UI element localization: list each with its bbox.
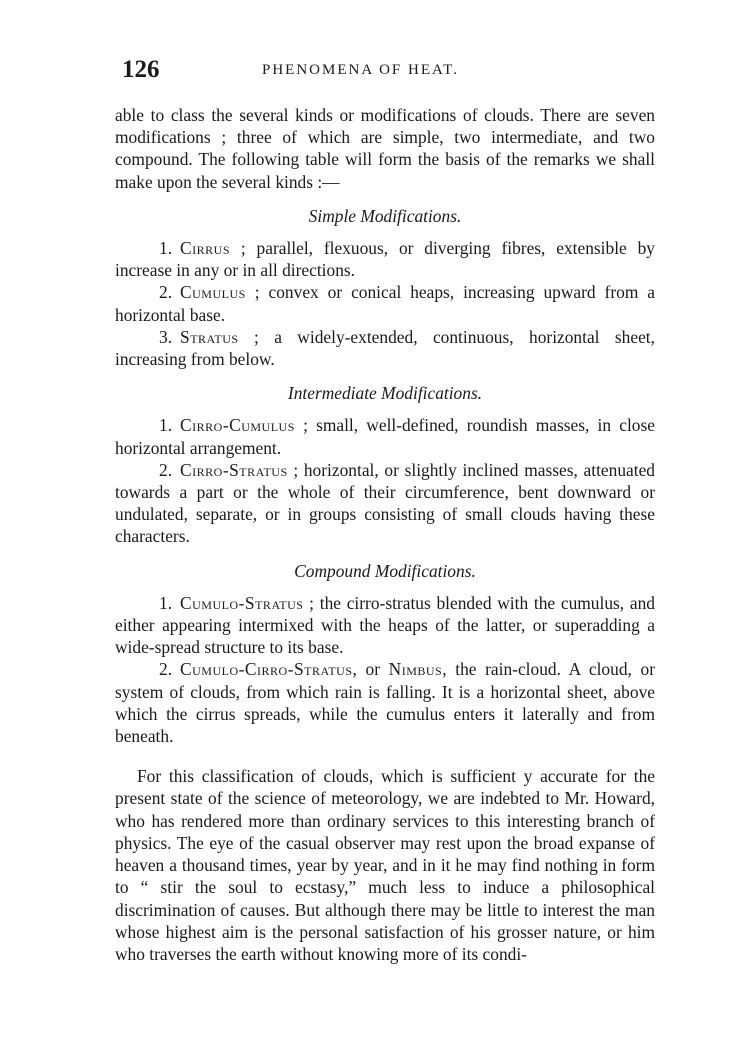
running-title: PHENOMENA OF HEAT. [262,62,459,78]
cloud-term: Cirrus [180,238,230,259]
paragraph-gap [115,747,655,765]
closing-paragraph: For this classification of clouds, which is sufficient y accurate for the present state of the science of meteorology, we are indebted to Mr. Howard, who has rendered more than ordinary services to this interesting branch of physics. The eye of the casual observer may rest upon the broad expanse of heaven a thousand times, year by year, and in it he may find nothing in form to “ stir the soul to ecstasy,” much less to induce a philosophical discrimination of causes. But although there may be little to interest the man whose highest aim is the personal satisfaction of his grosser nature, or him who traverses the earth without knowing more of its condi- [115,766,655,964]
item-text: ; the cirro-stratus blended with the cumulus, and either appearing intermixed with the heaps of the latter, or superadding a wide-spread structure to its base. [115,592,655,658]
page-header [122,56,652,86]
cloud-term: Cumulo-Cirro-Stratus [180,659,353,680]
list-item [115,414,655,458]
item-text: ; a widely-extended, continuous, horizontal sheet, increasing from below. [115,326,655,370]
item-number: 1. [159,415,173,436]
list-item [115,459,655,548]
list-item [115,326,655,370]
item-text: ; horizontal, or slightly inclined masses, attenuated towards a part or the whole of their circumference, bent downward or undulated, separate, or in groups consisting of small clouds having these characters. [115,459,655,547]
list-item [115,237,655,281]
item-text: , the rain-cloud. A cloud, or system of clouds, from which rain is falling. It is a horizontal sheet, above which the cirrus spreads, while the cumulus enters it laterally and from beneath. [115,659,655,747]
cloud-term: Cumulus [180,282,246,303]
cloud-term: Nimbus [388,659,443,680]
item-number: 2. [159,659,173,680]
section-heading: Simple Modifications. [308,205,462,226]
cloud-term: Stratus [180,326,239,347]
cloud-term: Cirro-Stratus [180,459,288,480]
item-text: , or [352,659,389,680]
section-heading: Compound Modifications. [294,560,476,581]
cloud-term: Cirro-Cumulus [180,415,295,436]
cloud-term: Cumulo-Stratus [180,592,304,613]
list-item [115,658,655,747]
item-number: 2. [159,282,173,303]
item-text: ; convex or conical heaps, increasing upward from a horizontal base. [115,282,655,325]
item-number: 1. [159,238,173,259]
list-item [115,592,655,659]
section-heading: Intermediate Modifications. [287,383,483,404]
intro-paragraph: able to class the several kinds or modifications of clouds. There are seven modifications ; three of which are simple, two intermediate, and two compound. The following table will form the basis of the remarks we shall make upon the several kinds :— [115,105,655,192]
section-compound [115,560,655,748]
body-text [115,104,655,965]
list-item [115,281,655,325]
item-number: 2. [159,459,173,480]
item-text: ; parallel, flexuous, or diverging fibres, extensible by increase in any or in all directions. [115,238,655,281]
page-number: 126 [122,56,160,83]
item-text: ; small, well-defined, roundish masses, in close horizontal arrangement. [115,415,655,458]
item-number: 3. [159,326,173,347]
section-simple [115,205,655,370]
item-number: 1. [159,592,173,613]
section-intermediate [115,382,655,547]
